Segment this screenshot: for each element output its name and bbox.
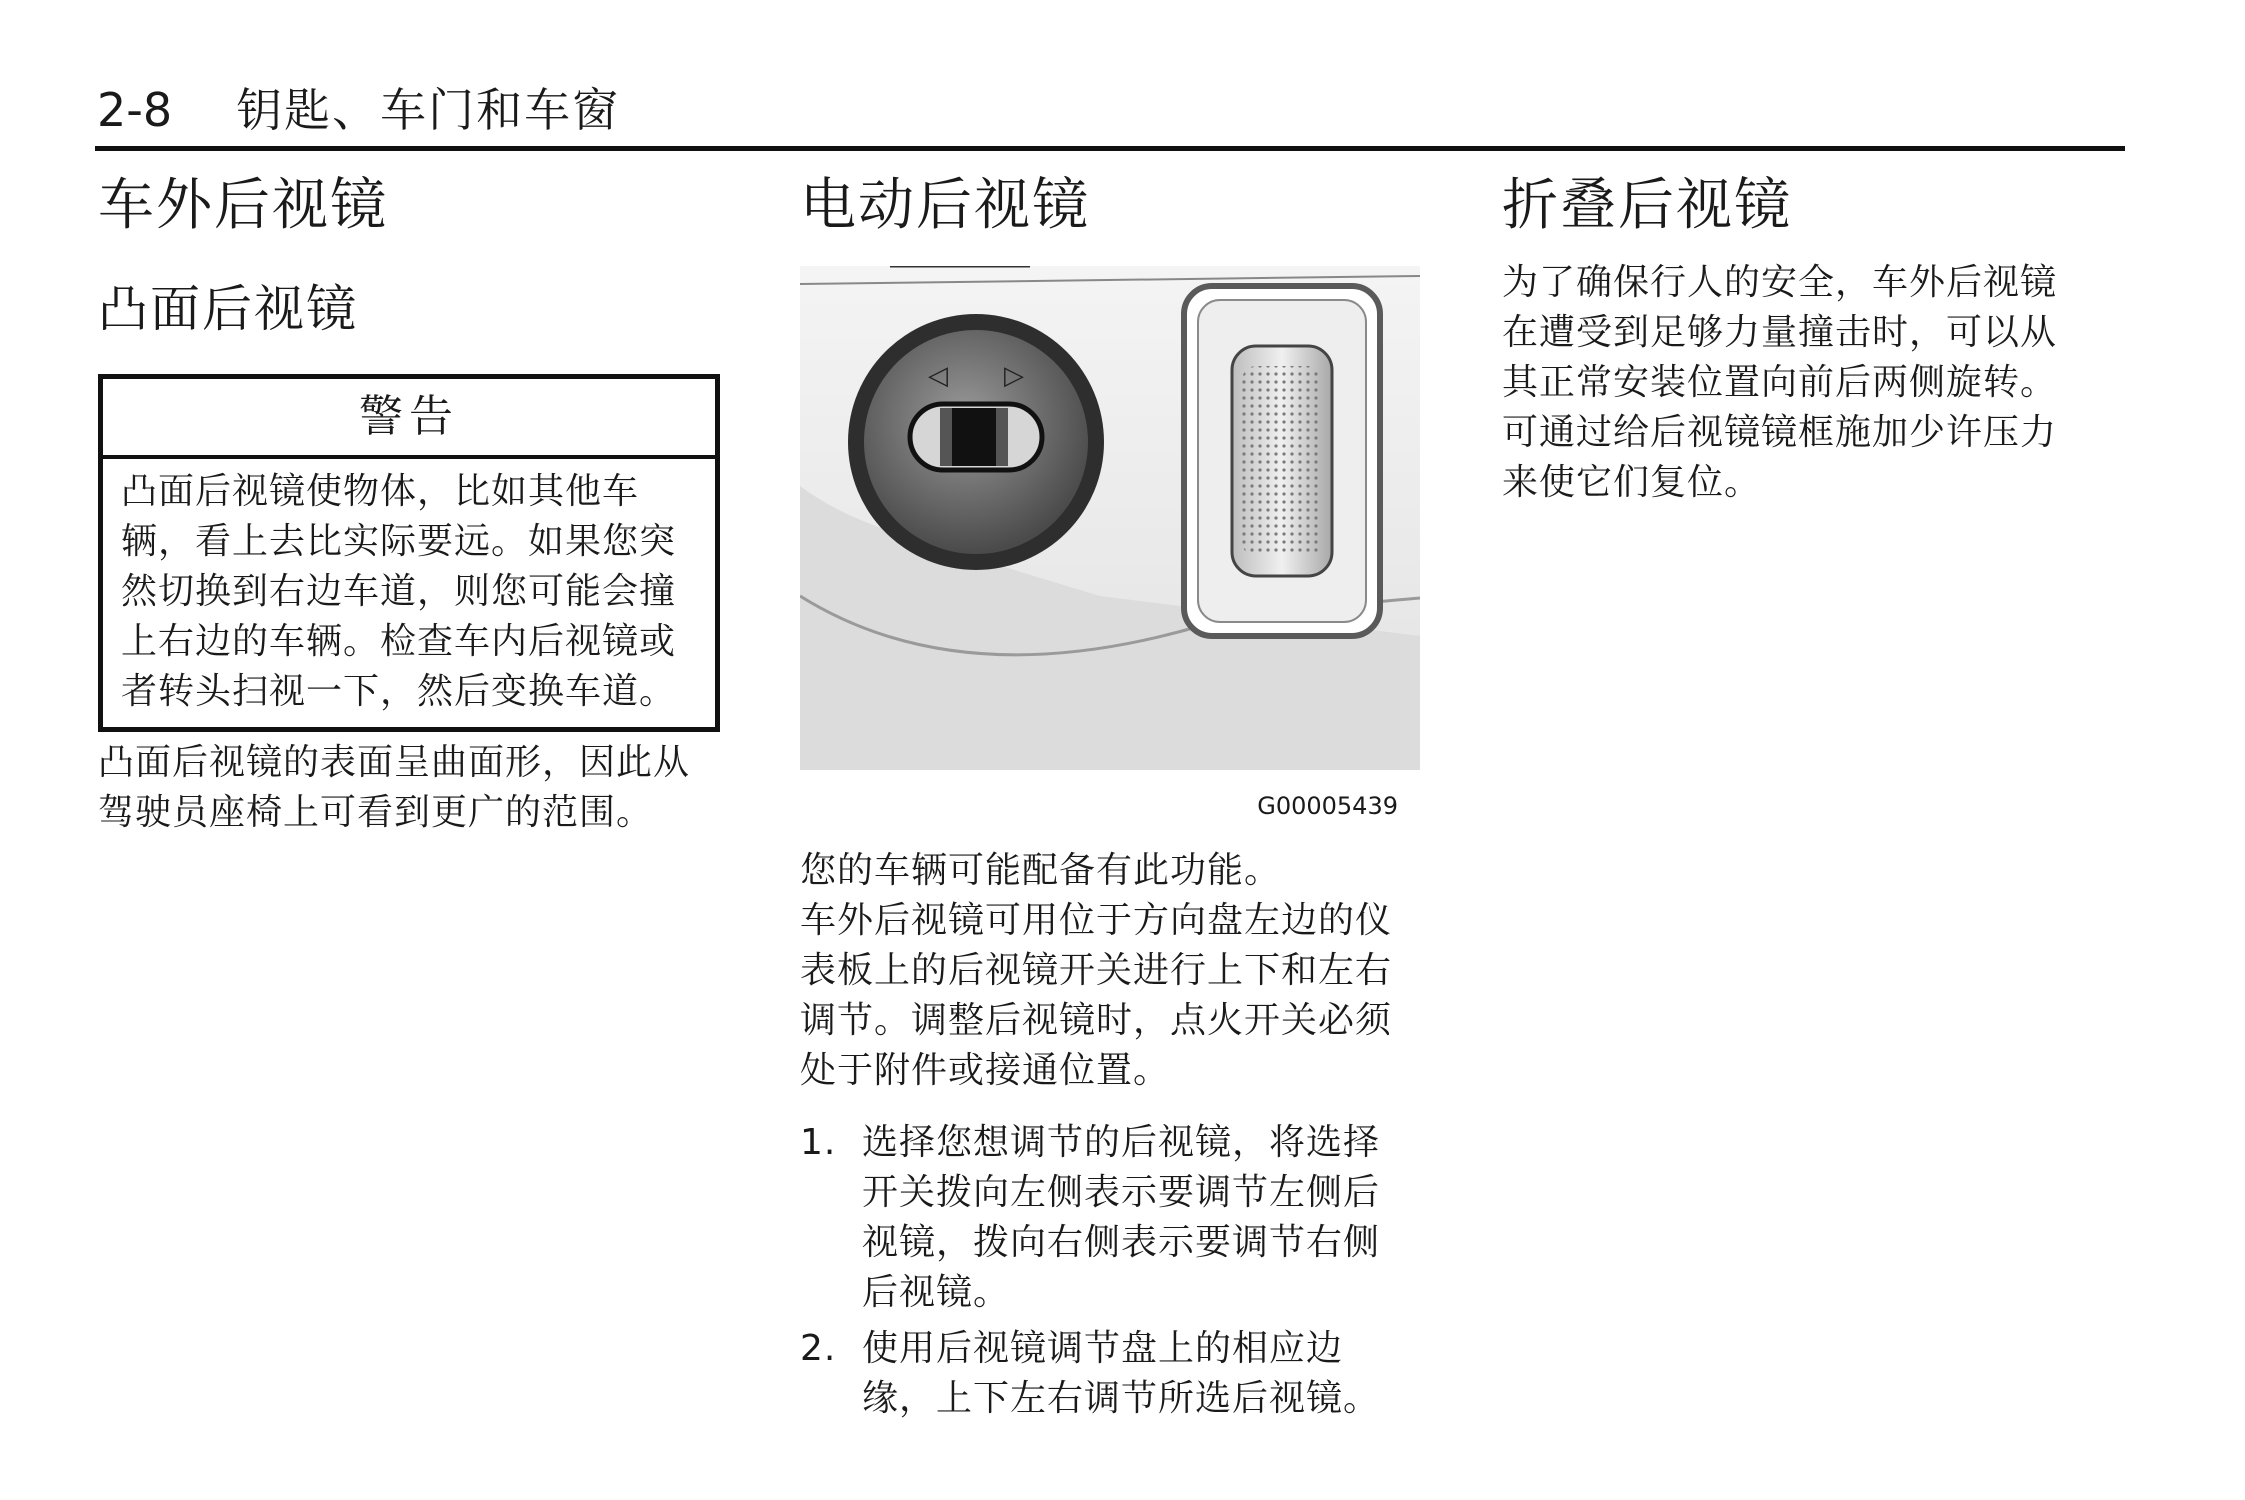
warning-box — [98, 374, 720, 732]
warning-line: 凸面后视镜使物体，比如其他车 — [121, 471, 640, 512]
warning-line: 辆，看上去比实际要远。如果您突 — [121, 521, 677, 562]
step-line: 选择您想调节的后视镜，将选择 — [862, 1122, 1381, 1163]
paragraph-line: 处于附件或接通位置。 — [800, 1050, 1171, 1091]
header-rule — [95, 146, 2125, 151]
warning-line: 然切换到右边车道，则您可能会撞 — [121, 571, 677, 612]
folding-mirrors-paragraph — [1502, 258, 2122, 508]
list-item — [800, 1324, 1420, 1424]
column-exterior-mirrors — [98, 168, 720, 838]
paragraph-line: 可通过给后视镜镜框施加少许压力 — [1502, 412, 2058, 453]
section-title-folding-mirrors: 折叠后视镜 — [1502, 173, 1792, 238]
steps-list — [800, 1118, 1420, 1424]
page-header — [97, 74, 620, 140]
chapter-title: 钥匙、车门和车窗 — [236, 83, 621, 137]
figure-code: G00005439 — [1257, 792, 1398, 820]
paragraph-line: 为了确保行人的安全，车外后视镜 — [1502, 262, 2058, 303]
step-line: 缘，上下左右调节所选后视镜。 — [862, 1378, 1381, 1419]
paragraph-line: 来使它们复位。 — [1502, 462, 1762, 503]
power-mirrors-intro: 您的车辆可能配备有此功能。 — [800, 850, 1282, 891]
step-line: 开关拨向左侧表示要调节左侧后 — [862, 1172, 1381, 1213]
step-number: 2. — [800, 1328, 837, 1369]
warning-line: 上右边的车辆。检查车内后视镜或 — [121, 621, 677, 662]
step-line: 使用后视镜调节盘上的相应边 — [862, 1328, 1344, 1369]
paragraph-line: 表板上的后视镜开关进行上下和左右 — [800, 950, 1393, 991]
warning-title: 警告 — [103, 379, 715, 459]
step-number: 1. — [800, 1122, 837, 1163]
mirror-switch-illustration — [800, 266, 1420, 770]
section-title-power-mirrors: 电动后视镜 — [800, 173, 1090, 238]
paragraph-line: 其正常安装位置向前后两侧旋转。 — [1502, 362, 2058, 403]
selector-switch — [952, 408, 996, 466]
column-power-mirrors — [800, 168, 1420, 1430]
mirror-switch-image — [800, 266, 1420, 770]
page-number: 2-8 — [97, 83, 173, 137]
list-item — [800, 1118, 1420, 1318]
subsection-title-convex-mirror: 凸面后视镜 — [98, 280, 358, 338]
column-folding-mirrors — [1502, 168, 2122, 508]
svg-text:◁: ◁ — [928, 361, 948, 391]
warning-body — [103, 459, 715, 727]
paragraph-line: 车外后视镜可用位于方向盘左边的仪 — [800, 900, 1393, 941]
svg-text:▷: ▷ — [1004, 361, 1024, 391]
paragraph-line: 在遭受到足够力量撞击时，可以从 — [1502, 312, 2058, 353]
section-title-exterior-mirrors: 车外后视镜 — [98, 173, 388, 238]
paragraph-line: 调节。调整后视镜时，点火开关必须 — [800, 1000, 1393, 1041]
paragraph-line: 凸面后视镜的表面呈曲面形，因此从 — [98, 742, 691, 783]
power-mirrors-paragraph — [800, 896, 1420, 1096]
warning-line: 者转头扫视一下，然后变换车道。 — [121, 671, 677, 712]
step-line: 视镜，拨向右侧表示要调节右侧 — [862, 1222, 1381, 1263]
paragraph-line: 驾驶员座椅上可看到更广的范围。 — [98, 792, 654, 833]
step-line: 后视镜。 — [862, 1272, 1011, 1313]
convex-mirror-paragraph — [98, 738, 720, 838]
